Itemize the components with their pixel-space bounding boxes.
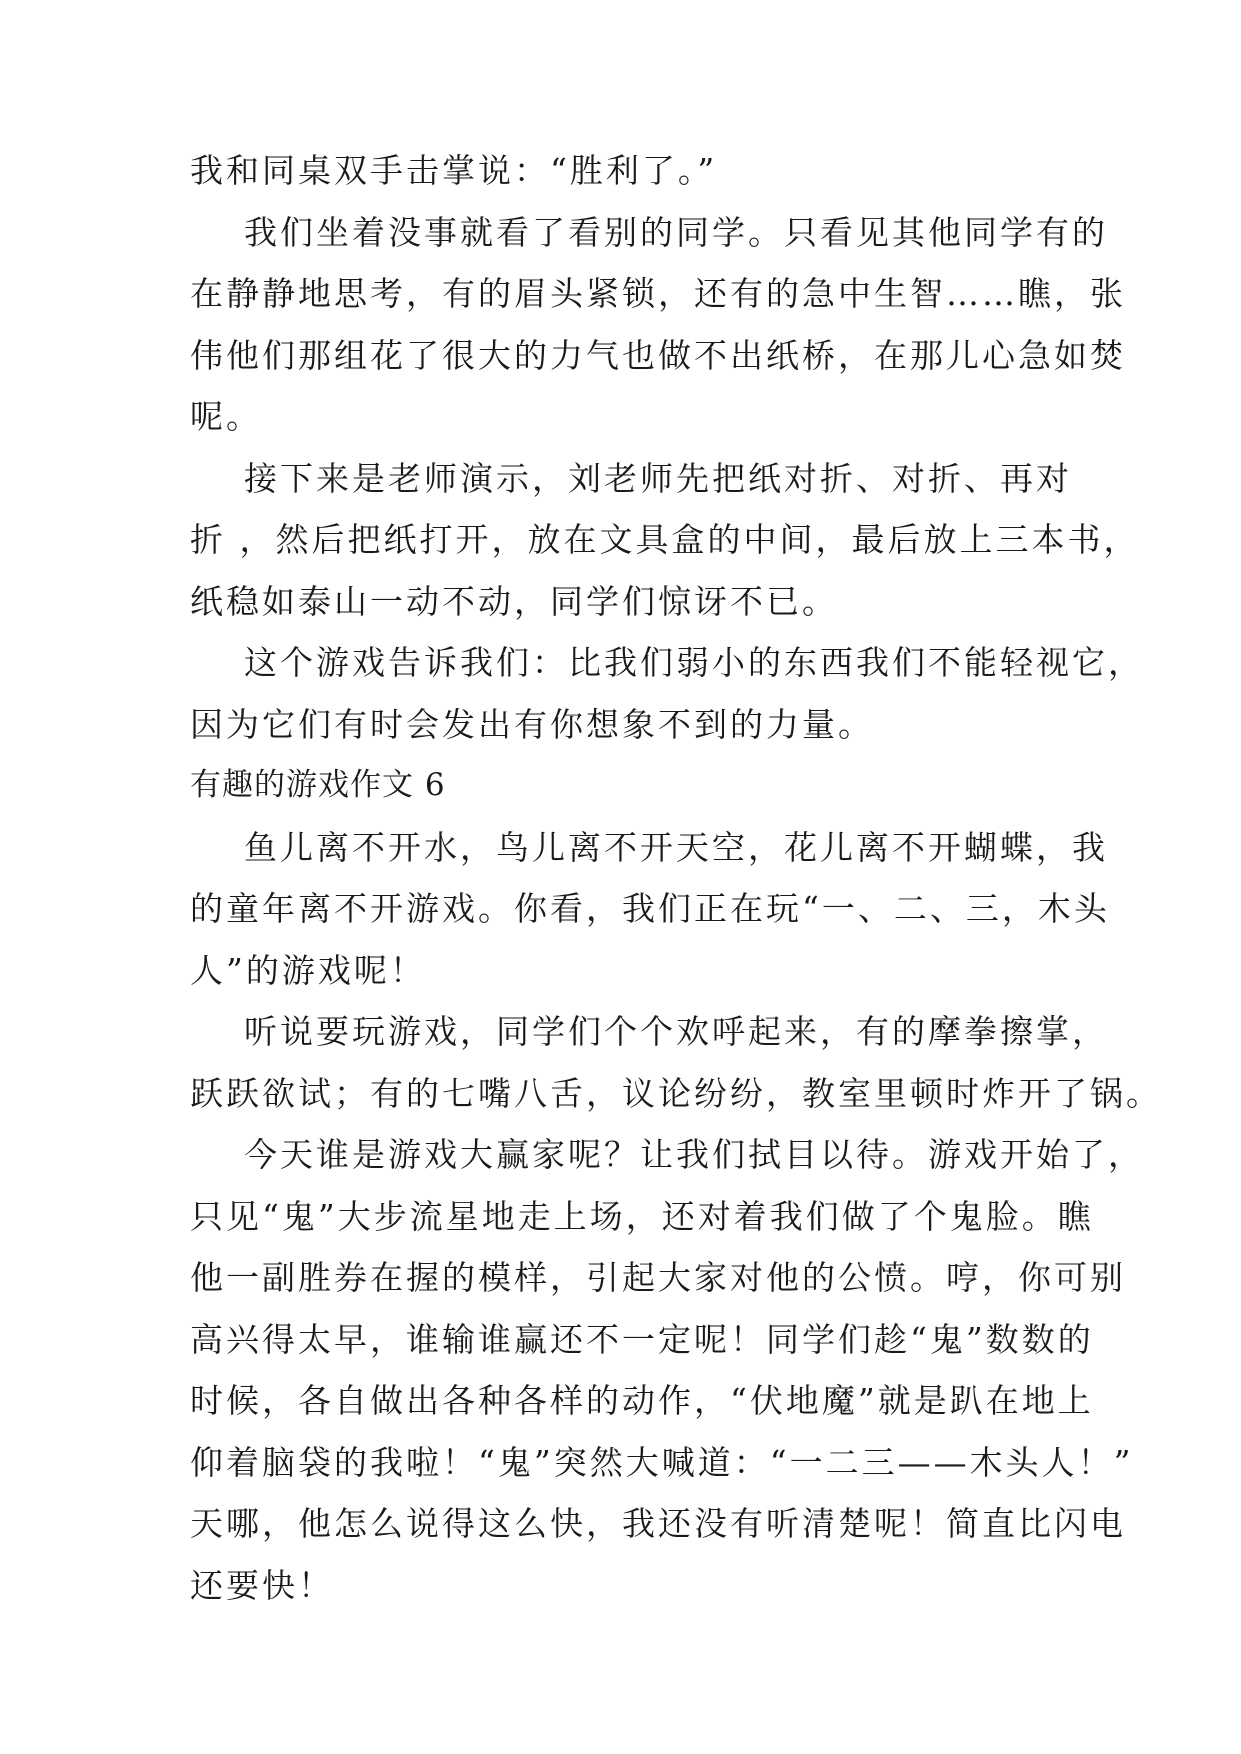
text-line: 跃跃欲试；有的七嘴八舌，议论纷纷，教室里顿时炸开了锅。 [190,1073,1162,1113]
text-line: 时候，各自做出各种各样的动作，“伏地魔”就是趴在地上 [190,1381,1094,1420]
text-line: 呢。 [190,397,262,436]
text-line: 在静静地思考，有的眉头紧锁，还有的急中生智……瞧，张 [190,274,1126,313]
text-line: 的童年离不开游戏。你看，我们正在玩“一、二、三，木头 [190,889,1110,928]
text-line: 人”的游戏呢！ [190,950,426,990]
text-line: 他一副胜券在握的模样，引起大家对他的公愤。哼，你可别 [190,1258,1126,1297]
text-line: 纸稳如泰山一动不动，同学们惊讶不已。 [190,581,838,621]
text-line: 我们坐着没事就看了看别的同学。只看见其他同学有的 [190,212,1108,252]
section-heading: 有趣的游戏作文 6 [190,767,446,803]
document-page [190,140,1162,1616]
text-line: 我和同桌双手击掌说：“胜利了。” [190,151,718,190]
text-line: 伟他们那组花了很大的力气也做不出纸桥，在那儿心急如焚 [190,335,1126,375]
text-line: 只见“鬼”大步流星地走上场，还对着我们做了个鬼脸。瞧 [190,1196,1094,1236]
text-line: 仰着脑袋的我啦！“鬼”突然大喊道：“一二三——木头人！” [190,1442,1134,1482]
text-line: 天哪，他怎么说得这么快，我还没有听清楚呢！简直比闪电 [190,1504,1126,1543]
text-line: 因为它们有时会发出有你想象不到的力量。 [190,704,874,744]
text-line: 鱼儿离不开水，鸟儿离不开天空，花儿离不开蝴蝶，我 [190,827,1108,867]
text-line: 折 ，然后把纸打开，放在文具盒的中间，最后放上三本书， [190,520,1140,559]
text-line: 这个游戏告诉我们：比我们弱小的东西我们不能轻视它， [190,643,1144,682]
text-line: 高兴得太早，谁输谁赢还不一定呢！同学们趁“鬼”数数的 [190,1319,1094,1359]
text-line: 听说要玩游戏，同学们个个欢呼起来，有的摩拳擦掌， [190,1012,1108,1051]
text-line: 接下来是老师演示，刘老师先把纸对折、对折、再对 [190,458,1072,498]
text-line: 今天谁是游戏大赢家呢？让我们拭目以待。游戏开始了， [190,1135,1144,1174]
text-line: 还要快！ [190,1565,334,1605]
